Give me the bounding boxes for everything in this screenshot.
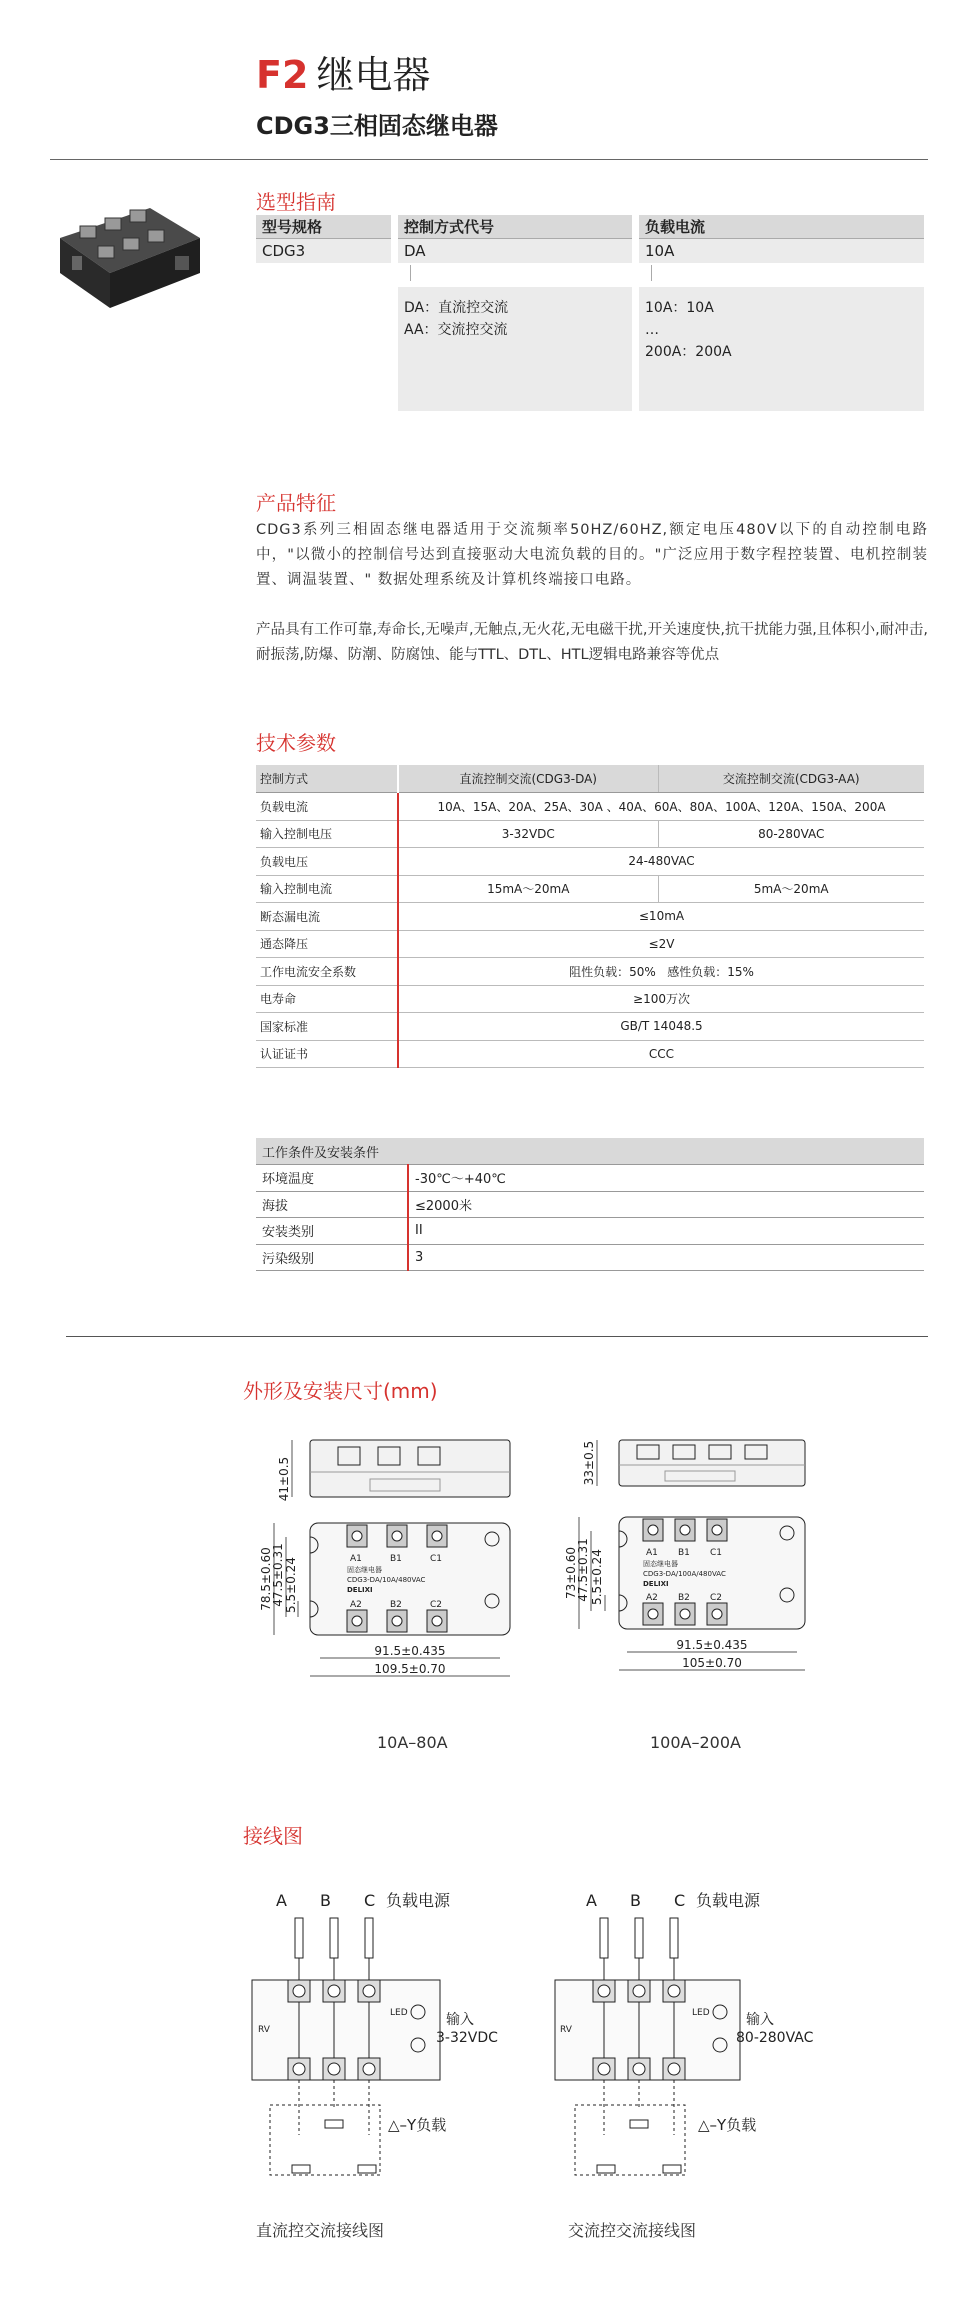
page-title: F2 继电器 <box>256 53 431 97</box>
dimension-drawing-small <box>250 1425 530 1725</box>
table-row <box>256 793 924 821</box>
selection-option: DA：直流控交流 <box>404 300 509 316</box>
conditions-title: 工作条件及安装条件 <box>256 1138 924 1165</box>
input-label: 输入 <box>746 2012 774 2028</box>
table-value: ≤2000米 <box>408 1191 924 1218</box>
terminal-label: C2 <box>710 1593 723 1603</box>
voltage-label: 3-32VDC <box>436 2030 498 2046</box>
dim-label: 47.5±0.31 <box>271 1543 285 1607</box>
device-model: CDG3-DA/10A/480VAC <box>347 1576 426 1584</box>
selection-col-current <box>639 215 924 411</box>
phase-label: B <box>630 1891 641 1910</box>
dim-label: 41±0.5 <box>277 1456 291 1502</box>
terminal-label: B2 <box>390 1600 402 1610</box>
table-row <box>256 930 924 958</box>
table-key: 电寿命 <box>256 985 398 1013</box>
rv-label: RV <box>258 2025 270 2035</box>
wiring-caption-ac: 交流控交流接线图 <box>568 2221 697 2240</box>
table-row <box>256 1218 924 1245</box>
table-row <box>256 958 924 986</box>
phase-label: A <box>586 1891 597 1910</box>
selection-value-control: DA <box>398 239 632 263</box>
table-row <box>256 848 924 876</box>
table-value: CCC <box>398 1040 924 1068</box>
table-row <box>256 1191 924 1218</box>
table-key: 负载电压 <box>256 848 398 876</box>
dimension-caption-small: 10A–80A <box>377 1733 448 1752</box>
selection-option: 10A：10A <box>645 300 714 316</box>
dim-label: 33±0.5 <box>582 1440 596 1486</box>
tech-title: 技术参数 <box>256 731 336 755</box>
tech-table <box>256 765 924 1068</box>
terminal-label: C1 <box>710 1548 723 1558</box>
wiring-caption-dc: 直流控交流接线图 <box>256 2221 385 2240</box>
selection-title: 选型指南 <box>256 190 336 214</box>
voltage-label: 80-280VAC <box>736 2030 814 2046</box>
rv-label: RV <box>560 2025 572 2035</box>
table-value: 10A、15A、20A、25A、30A 、40A、60A、80A、100A、120A、150A、200A <box>398 793 924 821</box>
dimension-caption-large: 100A–200A <box>650 1733 741 1752</box>
selection-col-control <box>398 215 632 411</box>
table-key: 断态漏电流 <box>256 903 398 931</box>
load-label: △–Y负载 <box>388 2116 447 2134</box>
power-label: 负载电源 <box>696 1891 761 1910</box>
phase-label: C <box>364 1891 376 1910</box>
table-value: ≤2V <box>398 930 924 958</box>
table-value: 80-280VAC <box>658 820 924 848</box>
selection-option: … <box>645 322 659 338</box>
dim-label: 78.5±0.60 <box>259 1547 273 1611</box>
device-brand: DELIXI <box>643 1580 669 1588</box>
header-divider <box>50 159 928 160</box>
selection-option: AA：交流控交流 <box>404 322 508 338</box>
table-value: -30℃～+40℃ <box>408 1165 924 1192</box>
table-key: 输入控制电压 <box>256 820 398 848</box>
phase-label: C <box>674 1891 686 1910</box>
table-row <box>256 985 924 1013</box>
dim-label: 109.5±0.70 <box>374 1662 446 1676</box>
table-header-row <box>256 1138 924 1165</box>
wiring-diagram-ac <box>550 1880 850 2210</box>
terminal-label: C1 <box>430 1554 443 1564</box>
table-row <box>256 1040 924 1068</box>
table-row <box>256 1013 924 1041</box>
table-key: 通态降压 <box>256 930 398 958</box>
terminal-label: A1 <box>646 1548 658 1558</box>
table-value: 5mA～20mA <box>658 875 924 903</box>
table-value: ≤10mA <box>398 903 924 931</box>
table-header-cell: 交流控制交流(CDG3-AA) <box>658 765 924 793</box>
table-row <box>256 1165 924 1192</box>
dim-label: 5.5±0.24 <box>284 1557 298 1613</box>
dimensions-title: 外形及安装尺寸(mm) <box>243 1379 438 1403</box>
device-name: 固态继电器 <box>347 1566 382 1574</box>
table-value: ≥100万次 <box>398 985 924 1013</box>
power-label: 负载电源 <box>386 1891 451 1910</box>
table-value: 24-480VAC <box>398 848 924 876</box>
table-value: 15mA～20mA <box>398 875 658 903</box>
table-key: 海拔 <box>256 1191 408 1218</box>
dim-label: 47.5±0.31 <box>576 1538 590 1602</box>
dim-label: 73±0.60 <box>564 1546 578 1600</box>
table-key: 输入控制电流 <box>256 875 398 903</box>
dim-label: 91.5±0.435 <box>676 1638 748 1652</box>
table-row <box>256 875 924 903</box>
wiring-title: 接线图 <box>243 1824 303 1848</box>
phase-label: A <box>276 1891 287 1910</box>
terminal-label: A1 <box>350 1554 362 1564</box>
table-header-cell: 直流控制交流(CDG3-DA) <box>398 765 658 793</box>
table-value: 3 <box>408 1244 924 1271</box>
dim-label: 5.5±0.24 <box>590 1549 604 1605</box>
selection-head-current: 负载电流 <box>639 215 924 239</box>
wiring-diagram-dc <box>240 1880 540 2210</box>
table-key: 负载电流 <box>256 793 398 821</box>
dim-label: 91.5±0.435 <box>374 1644 446 1658</box>
terminal-label: A2 <box>646 1593 658 1603</box>
led-label: LED <box>390 2008 408 2018</box>
page-subtitle: CDG3三相固态继电器 <box>256 112 498 140</box>
phase-label: B <box>320 1891 331 1910</box>
table-key: 安装类别 <box>256 1218 408 1245</box>
dim-label: 105±0.70 <box>682 1656 742 1670</box>
conditions-table <box>256 1138 924 1271</box>
device-brand: DELIXI <box>347 1586 373 1594</box>
section-divider <box>66 1336 928 1337</box>
terminal-label: B1 <box>390 1554 402 1564</box>
dimension-drawing-large <box>555 1425 835 1725</box>
table-value: GB/T 14048.5 <box>398 1013 924 1041</box>
device-name: 固态继电器 <box>643 1560 678 1568</box>
table-value: 3-32VDC <box>398 820 658 848</box>
selection-value-current: 10A <box>639 239 924 263</box>
selection-head-model: 型号规格 <box>256 215 391 239</box>
led-label: LED <box>692 2008 710 2018</box>
table-key: 国家标准 <box>256 1013 398 1041</box>
selection-head-control: 控制方式代号 <box>398 215 632 239</box>
selection-option: 200A：200A <box>645 344 732 360</box>
selection-value-model: CDG3 <box>256 239 391 263</box>
selection-col-model <box>256 215 391 263</box>
load-label: △–Y负载 <box>698 2116 757 2134</box>
input-label: 输入 <box>446 2012 474 2028</box>
terminal-label: B2 <box>678 1593 690 1603</box>
terminal-label: A2 <box>350 1600 362 1610</box>
table-key: 认证证书 <box>256 1040 398 1068</box>
features-title: 产品特征 <box>256 491 336 515</box>
table-key: 工作电流安全系数 <box>256 958 398 986</box>
table-row <box>256 1244 924 1271</box>
table-value: II <box>408 1218 924 1245</box>
table-header-row <box>256 765 924 793</box>
features-paragraph-2: 产品具有工作可靠,寿命长,无噪声,无触点,无火花,无电磁干扰,开关速度快,抗干扰能力强,且体积小,耐冲击,耐振荡,防爆、防潮、防腐蚀、能与TTL、DTL、HTL逻辑电路兼容等优点 <box>256 622 928 663</box>
table-value: 阻性负载：50% 感性负载：15% <box>398 958 924 986</box>
terminal-label: C2 <box>430 1600 443 1610</box>
relay-product-image <box>50 178 210 318</box>
features-paragraph-1: CDG3系列三相固态继电器适用于交流频率50HZ/60HZ,额定电压480V以下的自动控制电路中，"以微小的控制信号达到直接驱动大电流负载的目的。"广泛应用于数字程控装置、电机控制装置、调温装置、" 数据处理系统及计算机终端接口电路。 <box>256 522 928 588</box>
table-row <box>256 903 924 931</box>
table-header-cell: 控制方式 <box>256 765 398 793</box>
table-key: 污染级别 <box>256 1244 408 1271</box>
table-row <box>256 820 924 848</box>
device-model: CDG3-DA/100A/480VAC <box>643 1570 726 1578</box>
table-key: 环境温度 <box>256 1165 408 1192</box>
terminal-label: B1 <box>678 1548 690 1558</box>
